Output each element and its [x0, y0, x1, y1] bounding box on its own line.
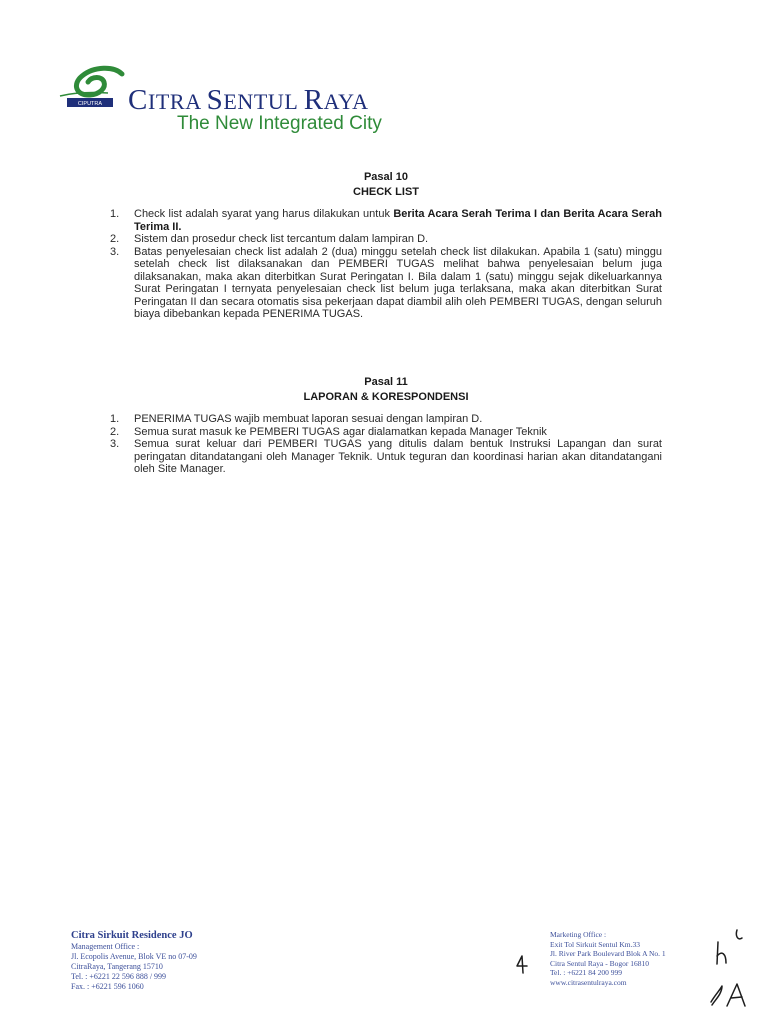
footer-org-name: Citra Sirkuit Residence JO — [71, 930, 193, 941]
clause-number: 2. — [110, 233, 120, 245]
pasal-10-subheading: CHECK LIST — [353, 186, 419, 198]
clause-text: Semua surat masuk ke PEMBERI TUGAS agar dialamatkan kepada Manager Teknik — [134, 425, 547, 438]
footer-left-line: Fax. : +6221 596 1060 — [71, 982, 144, 991]
footer-right-line: Marketing Office : — [550, 930, 607, 939]
footer-website: www.citrasentulraya.com — [550, 977, 627, 987]
ciputra-badge-text: CIPUTRA — [77, 101, 103, 107]
pasal-10-heading: Pasal 10 — [363, 171, 409, 183]
brand-name-rest-3: AYA — [323, 89, 369, 114]
clause-number: 1. — [110, 208, 120, 220]
brand-tagline: The New Integrated City — [177, 113, 382, 134]
brand-name-rest-1: ITRA — [147, 89, 201, 114]
clause-number: 1. — [110, 413, 120, 425]
clause-text: PENERIMA TUGAS wajib membuat laporan sesuai dengan lampiran D. — [134, 413, 483, 425]
brand-name-initial-2: S — [206, 84, 224, 116]
clause-text: Batas penyelesaian check list adalah 2 (dua) minggu setelah check list dilakukan. Apabila 1 (satu) minggu setelah check list dilaksanakan dan PEMBERI TUGAS melihat bahwa penyelesaian belum juga dilaksanakan, maka akan diterbitkan Surat Peringatan I. Bila dalam 1 (satu) minggu sejak dikeluarkannya Surat Peringatan I ternyata penyelesaian check list belum juga terlaksana, maka akan diterbitkan Surat Peringatan II dan secara otomatis sisa pekerjaan dapat diambil alih oleh PEMBERI TUGAS, dengan seluruh biaya dibebankan kepada PENERIMA TUGAS. — [134, 245, 662, 320]
footer-right-line: Tel. : +6221 84 200 999 — [550, 968, 623, 977]
clause-number: 2. — [110, 425, 120, 438]
footer-right-line: Jl. River Park Boulevard Blok A No. 1 — [550, 949, 666, 958]
footer-left-line: Jl. Ecopolis Avenue, Blok VE no 07-09 — [71, 952, 197, 961]
clause-text: Semua surat keluar dari PEMBERI TUGAS yang ditulis dalam bentuk Instruksi Lapangan dan surat peringatan ditandatangani oleh Manager Teknik. Untuk teguran dan koordinasi harian akan ditandatangani oleh Site Manager. — [134, 438, 662, 475]
clause-number: 3. — [110, 438, 120, 450]
clause-number: 3. — [110, 245, 120, 258]
footer-left-line: CitraRaya, Tangerang 15710 — [71, 962, 163, 971]
pasal-11-subheading: LAPORAN & KORESPONDENSI — [303, 391, 469, 403]
clause-text: Sistem dan prosedur check list tercantum dalam lampiran D. — [134, 233, 429, 245]
clause-text: Check list adalah syarat yang harus dilakukan untuk — [134, 208, 394, 220]
pasal-11-heading: Pasal 11 — [364, 376, 408, 388]
footer-right-line: Citra Sentul Raya - Bogor 16810 — [550, 958, 649, 968]
footer-left-line: Management Office : — [71, 942, 140, 951]
footer-right-line: Exit Tol Sirkuit Sentul Km.33 — [550, 939, 640, 949]
brand-name-rest-2: ENTUL — [223, 89, 298, 114]
brand-name-initial-3: R — [303, 84, 324, 116]
footer-left-line: Tel. : +6221 22 596 888 / 999 — [71, 972, 167, 981]
brand-name-initial-1: C — [128, 84, 148, 116]
clause-text-bold: Berita Acara Serah Terima I dan Berita Acara Serah Terima II. — [134, 208, 662, 233]
